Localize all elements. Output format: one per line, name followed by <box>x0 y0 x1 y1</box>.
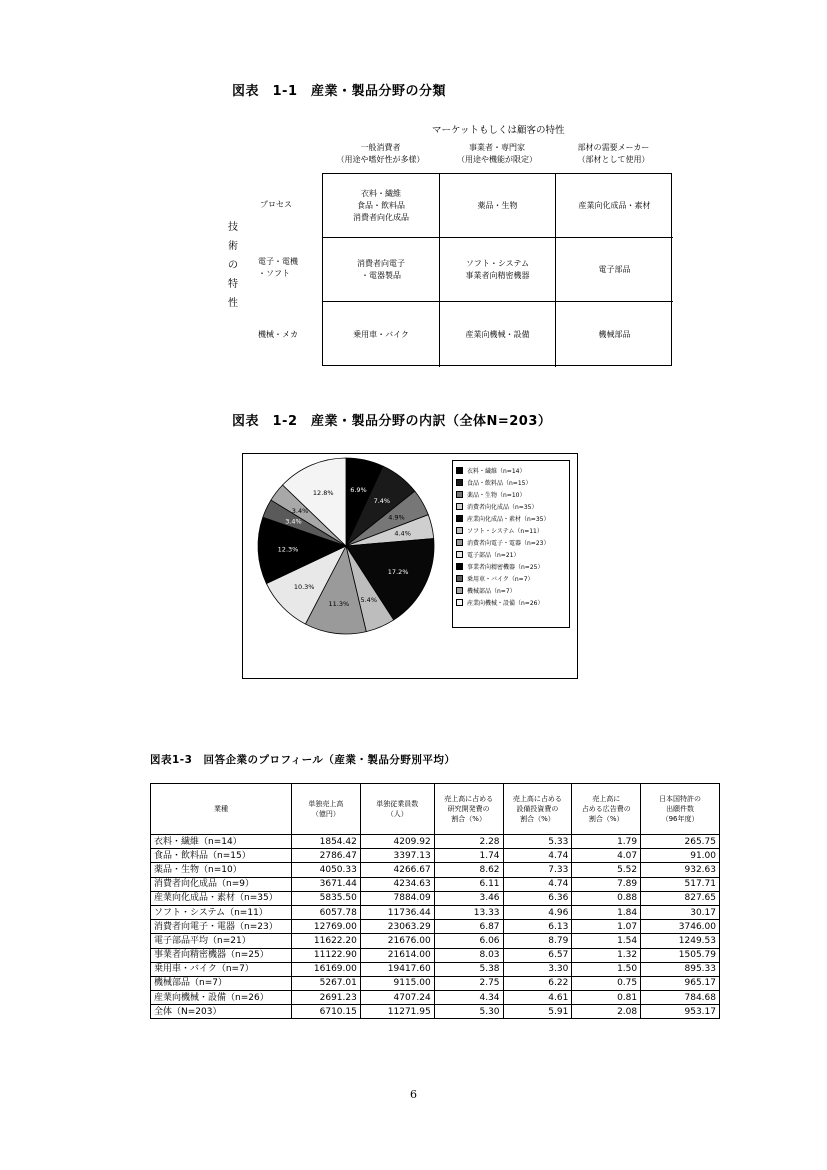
value-cell: 8.03 <box>434 948 503 962</box>
industry-cell: 乗用車・バイク（n=7） <box>151 962 292 976</box>
table-row <box>151 948 720 962</box>
value-cell: 6.87 <box>434 920 503 934</box>
figure-1-1-title: 図表 1-1 産業・製品分野の分類 <box>232 84 446 99</box>
slice-label: 3.4% <box>285 517 302 526</box>
value-cell: 0.88 <box>572 891 641 905</box>
value-cell: 1.84 <box>572 905 641 919</box>
value-cell: 1.79 <box>572 835 641 849</box>
value-cell: 6.57 <box>503 948 572 962</box>
legend-swatch <box>456 575 463 582</box>
slice-label: 3.4% <box>291 506 309 515</box>
legend-label: 産業向化成品・素材（n=35） <box>467 515 550 523</box>
table-row <box>151 920 720 934</box>
grid-cell: 産業向機械・設備 <box>440 302 556 367</box>
table-row <box>151 835 720 849</box>
legend-item <box>456 476 566 488</box>
value-cell: 5.38 <box>434 962 503 976</box>
legend-item <box>456 464 566 476</box>
grid-cell: 産業向化成品・素材 <box>556 174 673 238</box>
figure-1-2-title: 図表 1-2 産業・製品分野の内訳（全体N=203） <box>232 414 552 429</box>
value-cell: 4.96 <box>503 905 572 919</box>
value-cell: 11622.20 <box>291 934 360 948</box>
row-header-mechanical: 機械・メカ <box>258 330 298 339</box>
legend-item <box>456 596 566 608</box>
table-body <box>151 835 720 1019</box>
slice-label: 12.3% <box>277 545 299 554</box>
legend-swatch <box>456 539 463 546</box>
profile-table <box>150 783 720 1019</box>
slice-label: 10.3% <box>293 582 315 591</box>
technology-axis-label: 技 術 の 特 性 <box>228 222 238 309</box>
column-header-consumer: 一般消費者 （用途や嗜好性が多様） <box>336 143 425 164</box>
header-employees: 単独従業員数 （人） <box>360 784 434 835</box>
legend-item <box>456 488 566 500</box>
industry-cell: 全体（N=203） <box>151 1005 292 1019</box>
market-characteristics-header: マーケットもしくは顧客の特性 <box>432 125 565 136</box>
column-header-business: 事業者・専門家 （用途や機能が限定） <box>457 143 537 164</box>
value-cell: 16169.00 <box>291 962 360 976</box>
grid-cell: 衣料・繊維 食品・飲料品 消費者向化成品 <box>323 174 440 238</box>
industry-cell: 薬品・生物（n=10） <box>151 863 292 877</box>
value-cell: 7884.09 <box>360 891 434 905</box>
legend-swatch <box>456 587 463 594</box>
value-cell: 3671.44 <box>291 877 360 891</box>
grid-cell: 乗用車・バイク <box>323 302 440 367</box>
header-capex-ratio: 売上高に占める 設備投資費の 割合（%） <box>503 784 572 835</box>
table-row <box>151 863 720 877</box>
grid-cell: 薬品・生物 <box>440 174 556 238</box>
legend-swatch <box>456 479 463 486</box>
legend-swatch <box>456 551 463 558</box>
value-cell: 4707.24 <box>360 991 434 1005</box>
value-cell: 953.17 <box>641 1005 720 1019</box>
value-cell: 30.17 <box>641 905 720 919</box>
table-row <box>151 849 720 863</box>
value-cell: 895.33 <box>641 962 720 976</box>
industry-cell: 食品・飲料品（n=15） <box>151 849 292 863</box>
legend-swatch <box>456 515 463 522</box>
grid-cell: ソフト・システム 事業者向精密機器 <box>440 238 556 302</box>
value-cell: 11271.95 <box>360 1005 434 1019</box>
slice-label: 6.9% <box>350 485 367 494</box>
table-row <box>151 905 720 919</box>
slice-label: 12.8% <box>312 489 334 498</box>
value-cell: 6.06 <box>434 934 503 948</box>
value-cell: 91.00 <box>641 849 720 863</box>
legend-swatch <box>456 503 463 510</box>
legend-item <box>456 512 566 524</box>
legend-label: 消費者向化成品（n=35） <box>467 503 538 511</box>
value-cell: 4266.67 <box>360 863 434 877</box>
industry-cell: 産業向化成品・素材（n=35） <box>151 891 292 905</box>
value-cell: 827.65 <box>641 891 720 905</box>
value-cell: 3397.13 <box>360 849 434 863</box>
legend-label: 産業向機械・設備（n=26） <box>467 599 544 607</box>
value-cell: 5.52 <box>572 863 641 877</box>
table-1-3-title: 図表1-3 回答企業のプロフィール（産業・製品分野別平均） <box>150 754 456 766</box>
legend-label: 事業者向精密機器（n=25） <box>467 563 544 571</box>
slice-label: 7.4% <box>373 496 391 505</box>
value-cell: 5.30 <box>434 1005 503 1019</box>
value-cell: 3.30 <box>503 962 572 976</box>
value-cell: 517.71 <box>641 877 720 891</box>
value-cell: 4234.63 <box>360 877 434 891</box>
value-cell: 1.32 <box>572 948 641 962</box>
value-cell: 8.79 <box>503 934 572 948</box>
legend-swatch <box>456 563 463 570</box>
row-header-electronics: 電子・電機 ・ソフト <box>258 257 298 278</box>
column-header-parts: 部材の需要メーカー （部材として使用） <box>577 143 650 164</box>
value-cell: 1249.53 <box>641 934 720 948</box>
header-patents: 日本国特許の 出願件数 （96年度） <box>641 784 720 835</box>
value-cell: 965.17 <box>641 976 720 990</box>
legend-label: 乗用車・バイク（n=7） <box>467 575 534 583</box>
value-cell: 784.68 <box>641 991 720 1005</box>
legend-label: 機械部品（n=7） <box>467 587 516 595</box>
value-cell: 9115.00 <box>360 976 434 990</box>
value-cell: 2.08 <box>572 1005 641 1019</box>
legend-item <box>456 572 566 584</box>
pie-legend <box>452 460 570 628</box>
legend-item <box>456 524 566 536</box>
value-cell: 6.22 <box>503 976 572 990</box>
value-cell: 19417.60 <box>360 962 434 976</box>
value-cell: 11122.90 <box>291 948 360 962</box>
value-cell: 0.75 <box>572 976 641 990</box>
legend-swatch <box>456 467 463 474</box>
grid-cell: 消費者向電子 ・電器製品 <box>323 238 440 302</box>
header-industry: 業種 <box>151 784 292 835</box>
value-cell: 12769.00 <box>291 920 360 934</box>
legend-swatch <box>456 491 463 498</box>
industry-cell: 産業向機械・設備（n=26） <box>151 991 292 1005</box>
value-cell: 4.74 <box>503 849 572 863</box>
value-cell: 1.74 <box>434 849 503 863</box>
page-number: 6 <box>410 1088 417 1101</box>
value-cell: 6.13 <box>503 920 572 934</box>
value-cell: 4.61 <box>503 991 572 1005</box>
value-cell: 1.07 <box>572 920 641 934</box>
value-cell: 1.50 <box>572 962 641 976</box>
table-row <box>151 877 720 891</box>
slice-label: 5.4% <box>360 595 378 604</box>
legend-swatch <box>456 599 463 606</box>
industry-cell: ソフト・システム（n=11） <box>151 905 292 919</box>
table-row <box>151 934 720 948</box>
industry-cell: 電子部品平均（n=21） <box>151 934 292 948</box>
value-cell: 7.33 <box>503 863 572 877</box>
header-ad-ratio: 売上高に 占める広告費の 割合（%） <box>572 784 641 835</box>
table-row <box>151 962 720 976</box>
table-row <box>151 891 720 905</box>
legend-item <box>456 536 566 548</box>
value-cell: 2786.47 <box>291 849 360 863</box>
legend-label: ソフト・システム（n=11） <box>467 527 543 535</box>
value-cell: 0.81 <box>572 991 641 1005</box>
value-cell: 1.54 <box>572 934 641 948</box>
slice-label: 4.4% <box>394 529 411 538</box>
value-cell: 11736.44 <box>360 905 434 919</box>
legend-label: 食品・飲料品（n=15） <box>467 479 532 487</box>
value-cell: 8.62 <box>434 863 503 877</box>
value-cell: 6.36 <box>503 891 572 905</box>
value-cell: 21676.00 <box>360 934 434 948</box>
legend-swatch <box>456 527 463 534</box>
value-cell: 2.28 <box>434 835 503 849</box>
industry-cell: 衣料・繊維（n=14） <box>151 835 292 849</box>
value-cell: 5267.01 <box>291 976 360 990</box>
industry-cell: 機械部品（n=7） <box>151 976 292 990</box>
slice-label: 17.2% <box>387 568 409 577</box>
value-cell: 1854.42 <box>291 835 360 849</box>
value-cell: 5.91 <box>503 1005 572 1019</box>
header-sales: 単独売上高 （億円） <box>291 784 360 835</box>
legend-label: 衣料・繊維（n=14） <box>467 467 526 475</box>
legend-item <box>456 584 566 596</box>
value-cell: 2.75 <box>434 976 503 990</box>
value-cell: 23063.29 <box>360 920 434 934</box>
legend-label: 消費者向電子・電器（n=23） <box>467 539 550 547</box>
legend-item <box>456 548 566 560</box>
classification-grid <box>322 173 672 366</box>
value-cell: 4.34 <box>434 991 503 1005</box>
table-total-row <box>151 1005 720 1019</box>
table-row <box>151 991 720 1005</box>
value-cell: 5835.50 <box>291 891 360 905</box>
industry-cell: 消費者向化成品（n=9） <box>151 877 292 891</box>
value-cell: 5.33 <box>503 835 572 849</box>
row-header-process: プロセス <box>260 200 292 209</box>
grid-cell: 電子部品 <box>556 238 673 302</box>
value-cell: 21614.00 <box>360 948 434 962</box>
legend-item <box>456 560 566 572</box>
slice-label: 4.9% <box>388 513 405 522</box>
table-header-row <box>151 784 720 835</box>
value-cell: 6057.78 <box>291 905 360 919</box>
value-cell: 265.75 <box>641 835 720 849</box>
legend-label: 薬品・生物（n=10） <box>467 491 526 499</box>
industry-cell: 事業者向精密機器（n=25） <box>151 948 292 962</box>
value-cell: 932.63 <box>641 863 720 877</box>
value-cell: 4209.92 <box>360 835 434 849</box>
header-rd-ratio: 売上高に占める 研究開発費の 割合（%） <box>434 784 503 835</box>
value-cell: 1505.79 <box>641 948 720 962</box>
value-cell: 4.74 <box>503 877 572 891</box>
table-row <box>151 976 720 990</box>
value-cell: 2691.23 <box>291 991 360 1005</box>
industry-cell: 消費者向電子・電器（n=23） <box>151 920 292 934</box>
legend-label: 電子部品（n=21） <box>467 551 520 559</box>
value-cell: 4050.33 <box>291 863 360 877</box>
value-cell: 6.11 <box>434 877 503 891</box>
slice-label: 11.3% <box>328 600 350 609</box>
value-cell: 7.89 <box>572 877 641 891</box>
grid-cell: 機械部品 <box>598 329 631 339</box>
value-cell: 13.33 <box>434 905 503 919</box>
value-cell: 3.46 <box>434 891 503 905</box>
value-cell: 6710.15 <box>291 1005 360 1019</box>
value-cell: 3746.00 <box>641 920 720 934</box>
value-cell: 4.07 <box>572 849 641 863</box>
legend-item <box>456 500 566 512</box>
